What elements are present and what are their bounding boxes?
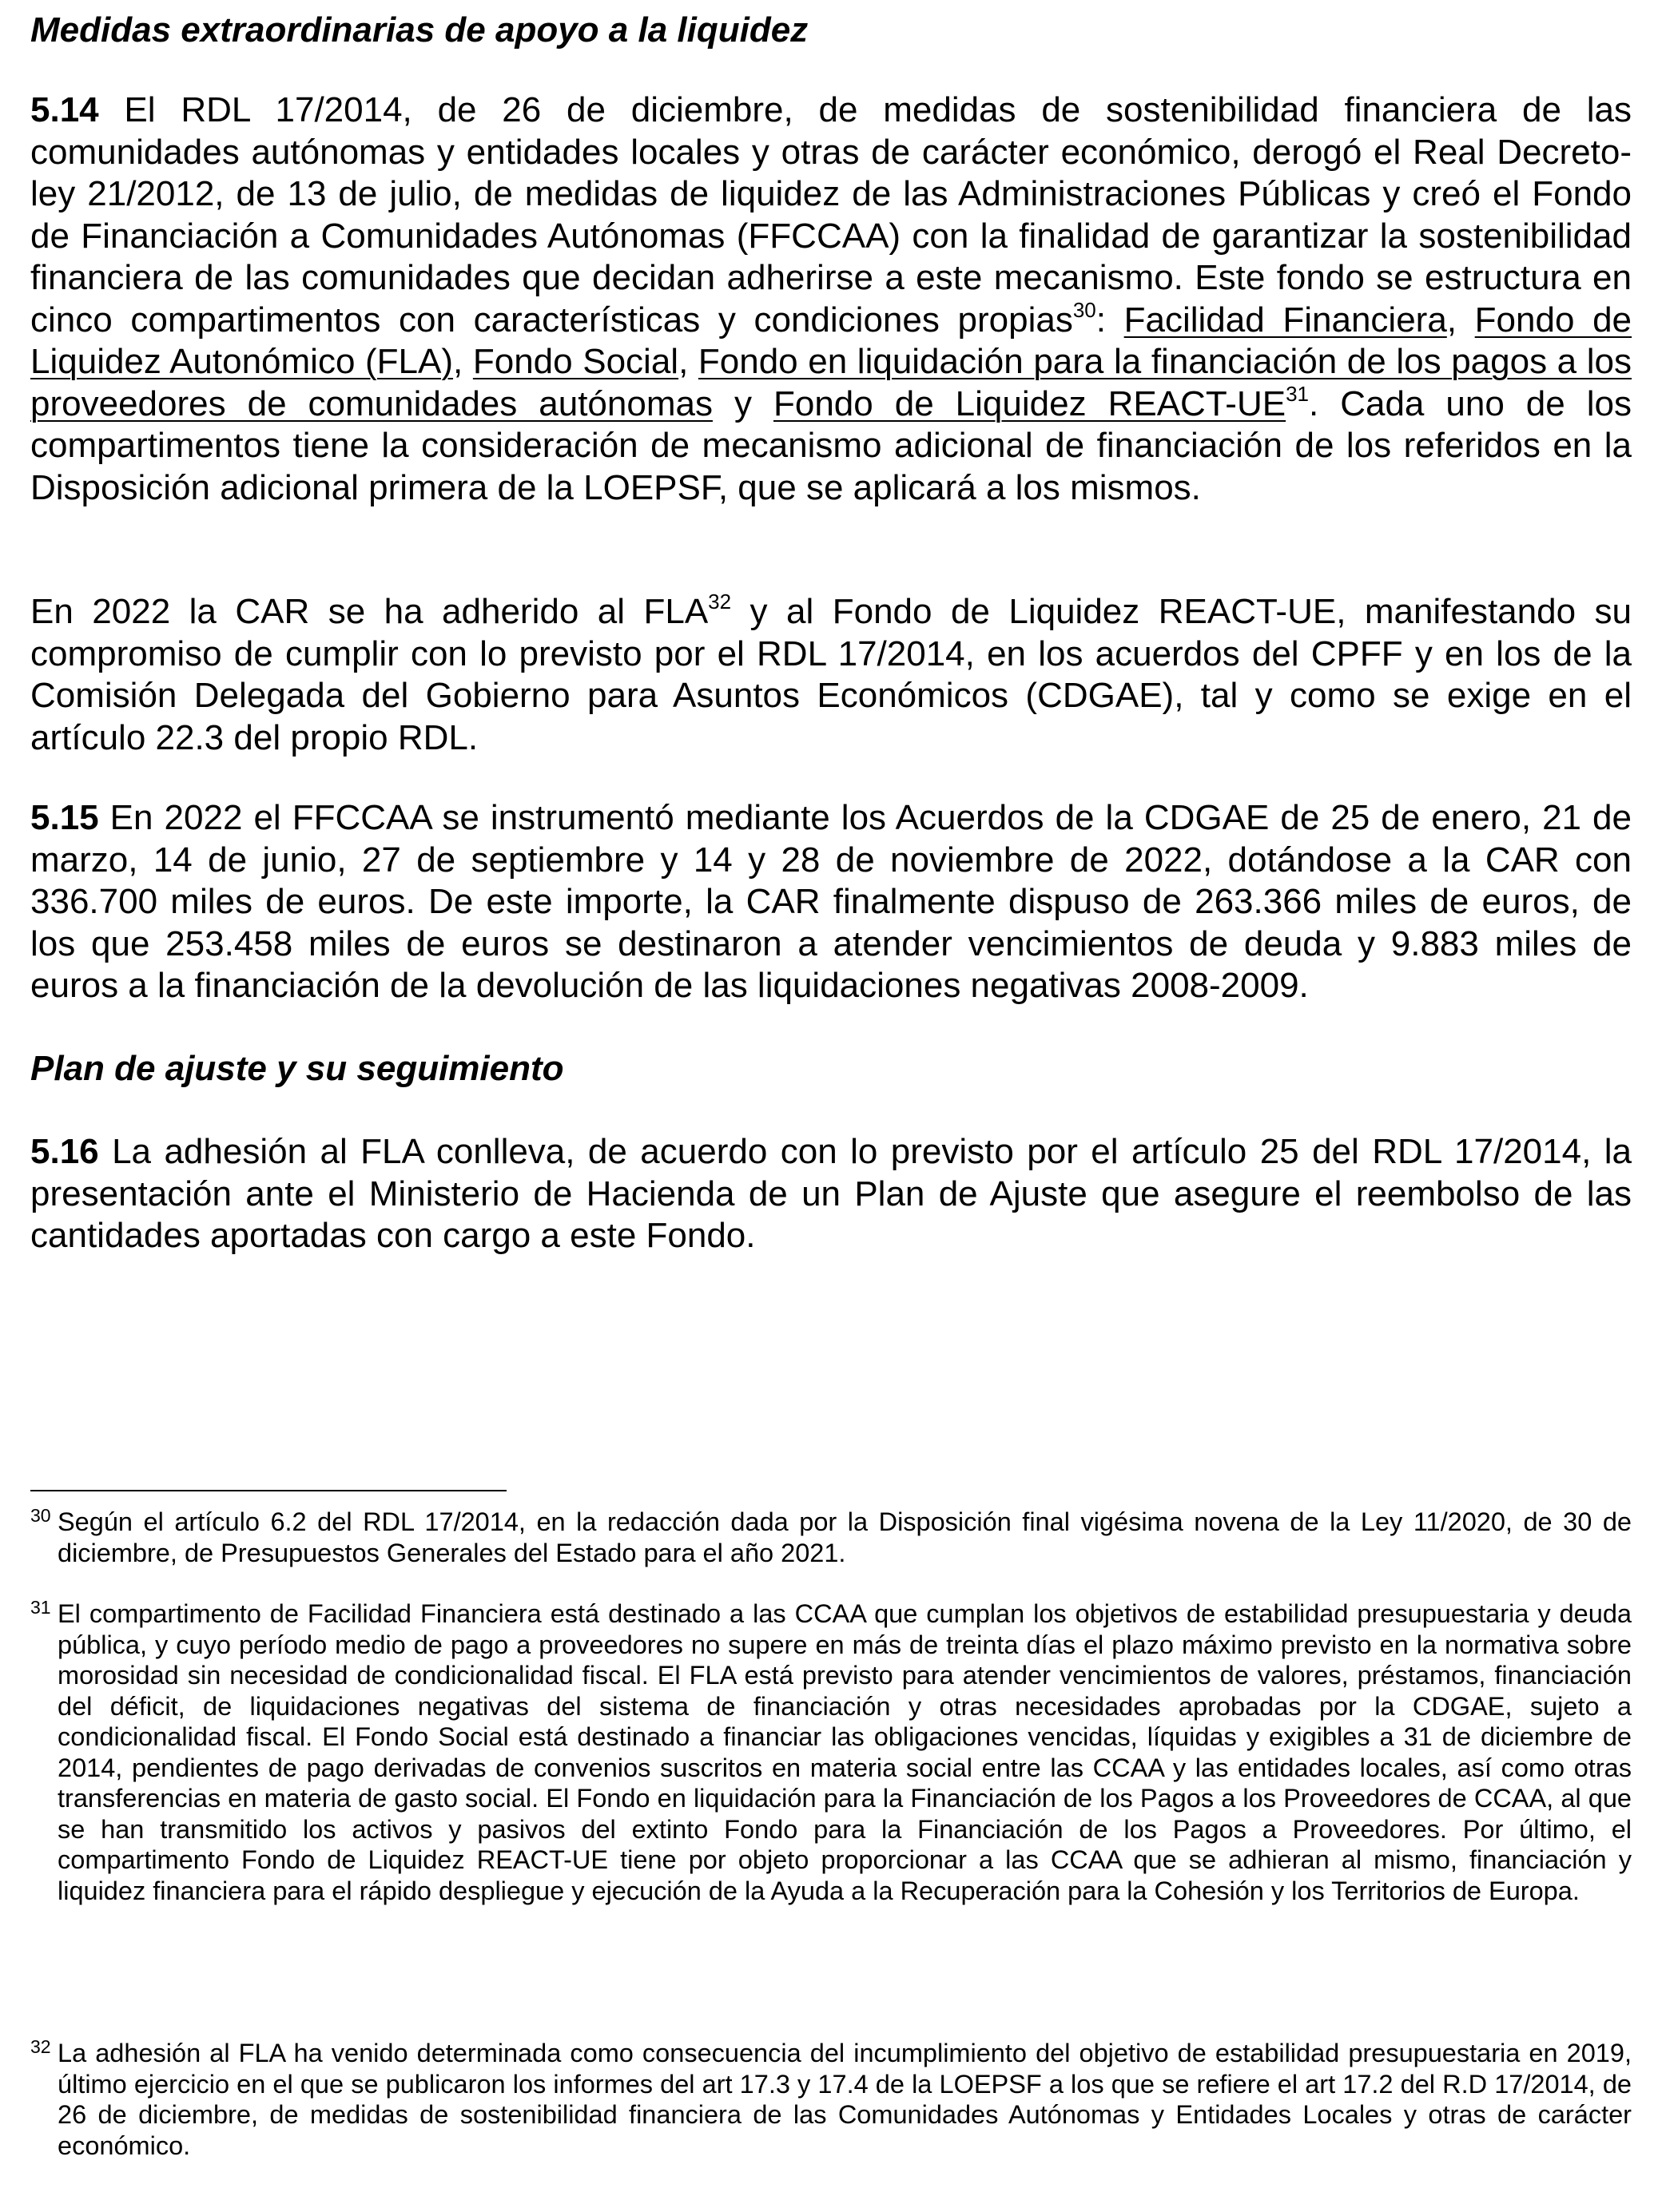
footnote-32 [30,2038,1632,2161]
separator: , [1446,300,1475,340]
separator: y [712,383,773,423]
footnote-ref-31[interactable]: 31 [1286,381,1309,406]
section-heading-plan-ajuste: Plan de ajuste y su seguimiento [30,1049,564,1088]
footnote-30 [30,1507,1632,1568]
paragraph-text: El RDL 17/2014, de 26 de diciembre, de medidas de sostenibilidad financiera de las comunidades autónomas y entidades locales y otras de carácter económico, derogó el Real Decreto-ley 21/2012, de 13 de julio, de medidas de liquidez de las Administraciones Públicas y creó el Fondo de Financiación a Comunidades Autónomas (FFCCAA) con la finalidad de garantizar la sostenibilidad financiera de las comunidades que decidan adherirse a este mecanismo. Este fondo se estructura en cinco compartimentos con características y condiciones propias [30,90,1632,340]
compartment-link-fondo-liquidacion[interactable]: Fondo en liquidación para la financiación de los pagos a los proveedores de comunidades autónomas [30,342,1632,423]
compartment-link-facilidad-financiera[interactable]: Facilidad Financiera [1123,300,1447,340]
section-heading-liquidez: Medidas extraordinarias de apoyo a la liquidez [30,10,809,50]
paragraph-5-16 [30,1131,1632,1257]
footnote-mark: 31 [30,1597,51,1618]
paragraph-text: . Cada uno de los compartimentos tiene la consideración de mecanismo adicional de financiación de los referidos en la Disposición adicional primera de la LOEPSF, que se aplicará a los mismos. [30,383,1632,507]
footnote-separator [30,1490,507,1491]
footnote-mark: 32 [30,2036,51,2057]
paragraph-5-15 [30,797,1632,1007]
footnote-ref-32[interactable]: 32 [708,590,732,614]
paragraph-number: 5.16 [30,1132,99,1171]
paragraph-5-14 [30,89,1632,509]
footnote-text: El compartimento de Facilidad Financiera está destinado a las CCAA que cumplan los objetivos de estabilidad presupuestaria y deuda pública, y cuyo período medio de pago a proveedores no supere en más de treinta días el plazo máximo previsto en la normativa sobre morosidad sin necesidad de condicionalidad fiscal. El FLA está previsto para atender vencimientos de valores, préstamos, financiación del déficit, de liquidaciones negativas del sistema de financiación y otras necesidades aprobadas por la CDGAE, sujeto a condicionalidad fiscal. El Fondo Social está destinado a financiar las obligaciones vencidas, líquidas y exigibles a 31 de diciembre de 2014, pendientes de pago derivadas de convenios suscritos en materia social entre las CCAA y las entidades locales, así como otras transferencias en materia de gasto social. El Fondo en liquidación para la Financiación de los Pagos a los Proveedores de CCAA, al que se han transmitido los activos y pasivos del extinto Fondo para la Financiación de los Pagos a Proveedores. Por último, el compartimento Fondo de Liquidez REACT-UE tiene por objeto proporcionar a las CCAA que se adhieran al mismo, financiación y liquidez financiera para el rápido despliegue y ejecución de la Ayuda a la Recuperación para la Cohesión y los Territorios de Europa. [58,1599,1632,1905]
separator: , [453,342,473,381]
separator: : [1095,300,1124,340]
separator: , [678,342,698,381]
compartment-link-react-ue[interactable]: Fondo de Liquidez REACT-UE [773,383,1286,423]
compartment-link-fla[interactable]: Fondo de Liquidez Autonómico (FLA) [30,300,1632,381]
footnote-mark: 30 [30,1505,51,1526]
paragraph-text: La adhesión al FLA conlleva, de acuerdo con lo previsto por el artículo 25 del RDL 17/2014, la presentación ante el Ministerio de Hacienda de un Plan de Ajuste que asegure el reembolso de las cantidades aportadas con cargo a este Fondo. [30,1132,1632,1255]
footnote-31 [30,1598,1632,1906]
paragraph-number: 5.14 [30,90,99,129]
paragraph-2022-adhesion [30,591,1632,759]
footnote-ref-30[interactable]: 30 [1072,297,1096,322]
footnote-text: La adhesión al FLA ha venido determinada como consecuencia del incumplimiento del objetivo de estabilidad presupuestaria en 2019, último ejercicio en el que se publicaron los informes del art 17.3 y 17.4 de la LOEPSF a los que se refiere el art 17.2 del R.D 17/2014, de 26 de diciembre, de medidas de sostenibilidad financiera de las Comunidades Autónomas y Entidades Locales y otras de carácter económico. [58,2039,1632,2160]
paragraph-text: y al Fondo de Liquidez REACT-UE, manifestando su compromiso de cumplir con lo previsto por el RDL 17/2014, en los acuerdos del CPFF y en los de la Comisión Delegada del Gobierno para Asuntos Económicos (CDGAE), tal y como se exige en el artículo 22.3 del propio RDL. [30,592,1632,757]
paragraph-text: En 2022 el FFCCAA se instrumentó mediante los Acuerdos de la CDGAE de 25 de enero, 21 de marzo, 14 de junio, 27 de septiembre y 14 y 28 de noviembre de 2022, dotándose a la CAR con 336.700 miles de euros. De este importe, la CAR finalmente dispuso de 263.366 miles de euros, de los que 253.458 miles de euros se destinaron a atender vencimientos de deuda y 9.883 miles de euros a la financiación de la devolución de las liquidaciones negativas 2008-2009. [30,798,1632,1005]
compartment-link-fondo-social[interactable]: Fondo Social [472,342,679,381]
paragraph-text: En 2022 la CAR se ha adherido al FLA [30,592,709,631]
footnote-text: Según el artículo 6.2 del RDL 17/2014, en la redacción dada por la Disposición final vigésima novena de la Ley 11/2020, de 30 de diciembre, de Presupuestos Generales del Estado para el año 2021. [58,1507,1632,1567]
paragraph-number: 5.15 [30,798,99,837]
